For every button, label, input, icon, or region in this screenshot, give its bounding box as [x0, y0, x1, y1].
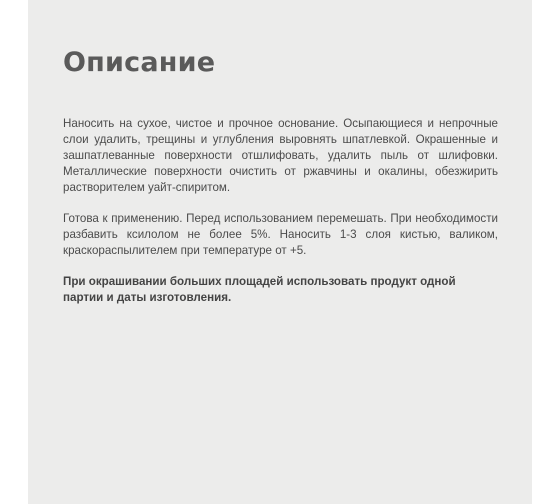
description-body	[63, 116, 498, 306]
section-title: Описание	[63, 47, 216, 78]
batch-note-paragraph: При окрашивании больших площадей использовать продукт одной партии и даты изготовления.	[63, 275, 456, 304]
usage-instructions-paragraph: Готова к применению. Перед использованием перемешать. При необходимости разбавить ксилолом не более 5%. Наносить 1-3 слоя кистью, валиком, краскораспылителем при температуре от +5.	[63, 212, 498, 257]
application-instructions-paragraph: Наносить на сухое, чистое и прочное основание. Осыпающиеся и непрочные слои удалить, трещины и углубления выровнять шпатлевкой. Окрашенные и зашпатлеванные поверхности отшлифовать, удалить пыль от шлифовки. Металлические поверхности очистить от ржавчины и окалины, обезжирить растворителем уайт-спиритом.	[63, 117, 498, 194]
description-panel	[28, 0, 532, 504]
